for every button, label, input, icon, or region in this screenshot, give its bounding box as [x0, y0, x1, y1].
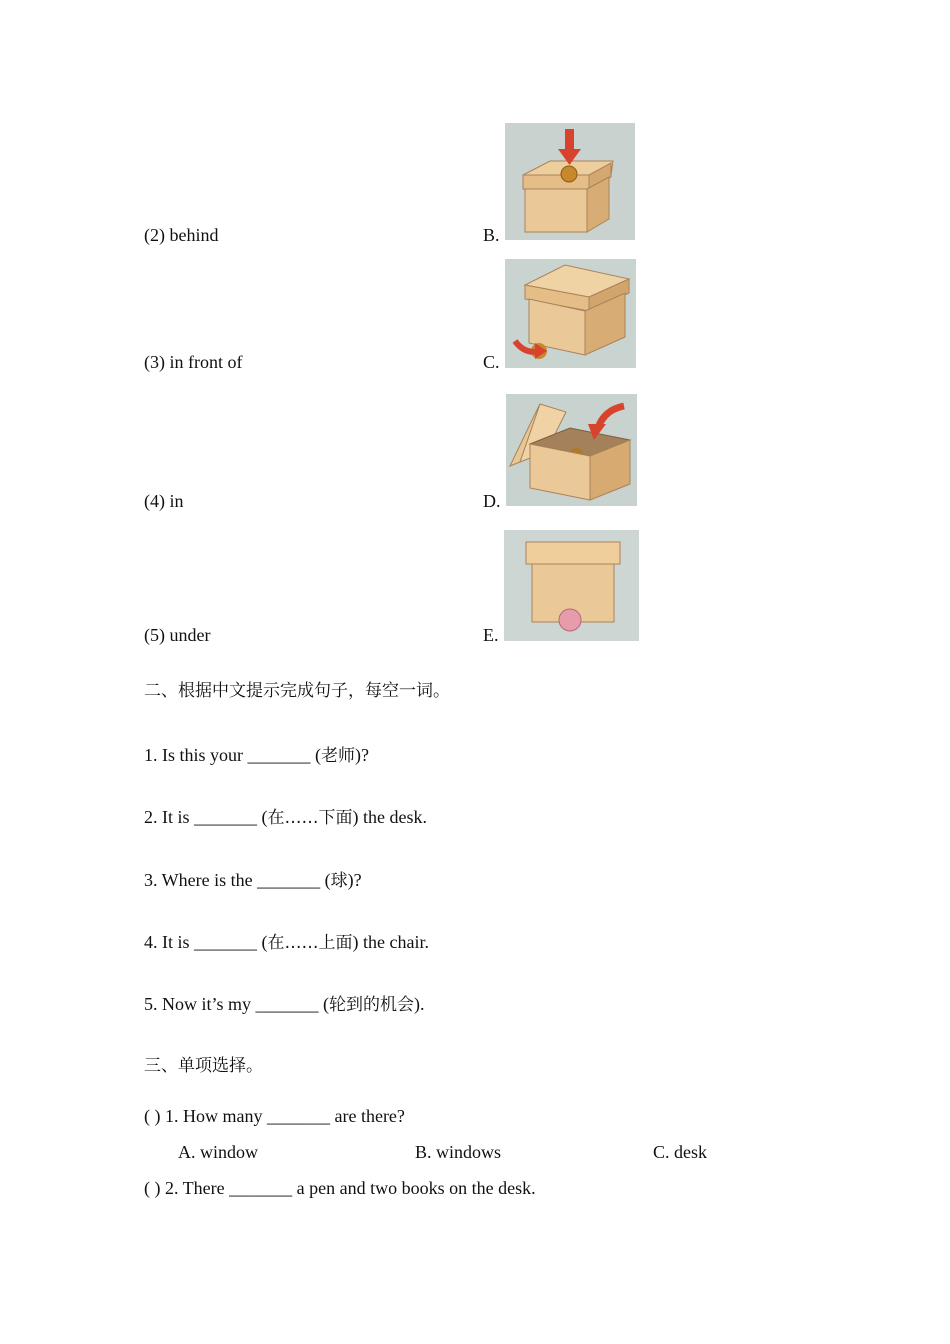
question-1-stem: ( ) 1. How many _______ are there?	[144, 1106, 405, 1126]
match-left-in-front-of: (3) in front of	[144, 352, 243, 372]
fill-blank-4: 4. It is _______ (在……上面) the chair.	[144, 932, 429, 953]
fill-blank-2: 2. It is _______ (在……下面) the desk.	[144, 807, 427, 828]
match-left-under: (5) under	[144, 625, 211, 645]
fill-blank-3: 3. Where is the _______ (球)?	[144, 870, 362, 891]
match-option-c: C.	[483, 352, 500, 372]
question-2-stem: ( ) 2. There _______ a pen and two books on the desk.	[144, 1178, 536, 1198]
box-ball-on-top-image	[505, 123, 635, 240]
match-option-b: B.	[483, 225, 500, 245]
fill-blank-1: 1. Is this your _______ (老师)?	[144, 745, 369, 766]
match-left-behind: (2) behind	[144, 225, 219, 245]
section3-heading: 三、单项选择。	[144, 1056, 263, 1076]
question-1-option-b: B. windows	[415, 1142, 502, 1162]
section2-heading: 二、根据中文提示完成句子，每空一词。	[144, 681, 450, 701]
match-left-in: (4) in	[144, 491, 184, 511]
box-ball-under-image	[504, 530, 639, 641]
box-ball-in-front-image	[505, 259, 636, 368]
fill-blank-5: 5. Now it’s my _______ (轮到的机会).	[144, 994, 425, 1015]
match-option-e: E.	[483, 625, 499, 645]
box-ball-inside-image	[506, 394, 637, 506]
match-option-d: D.	[483, 491, 501, 511]
question-1-option-a: A. window	[178, 1142, 258, 1162]
question-1-option-c: C. desk	[653, 1142, 707, 1162]
